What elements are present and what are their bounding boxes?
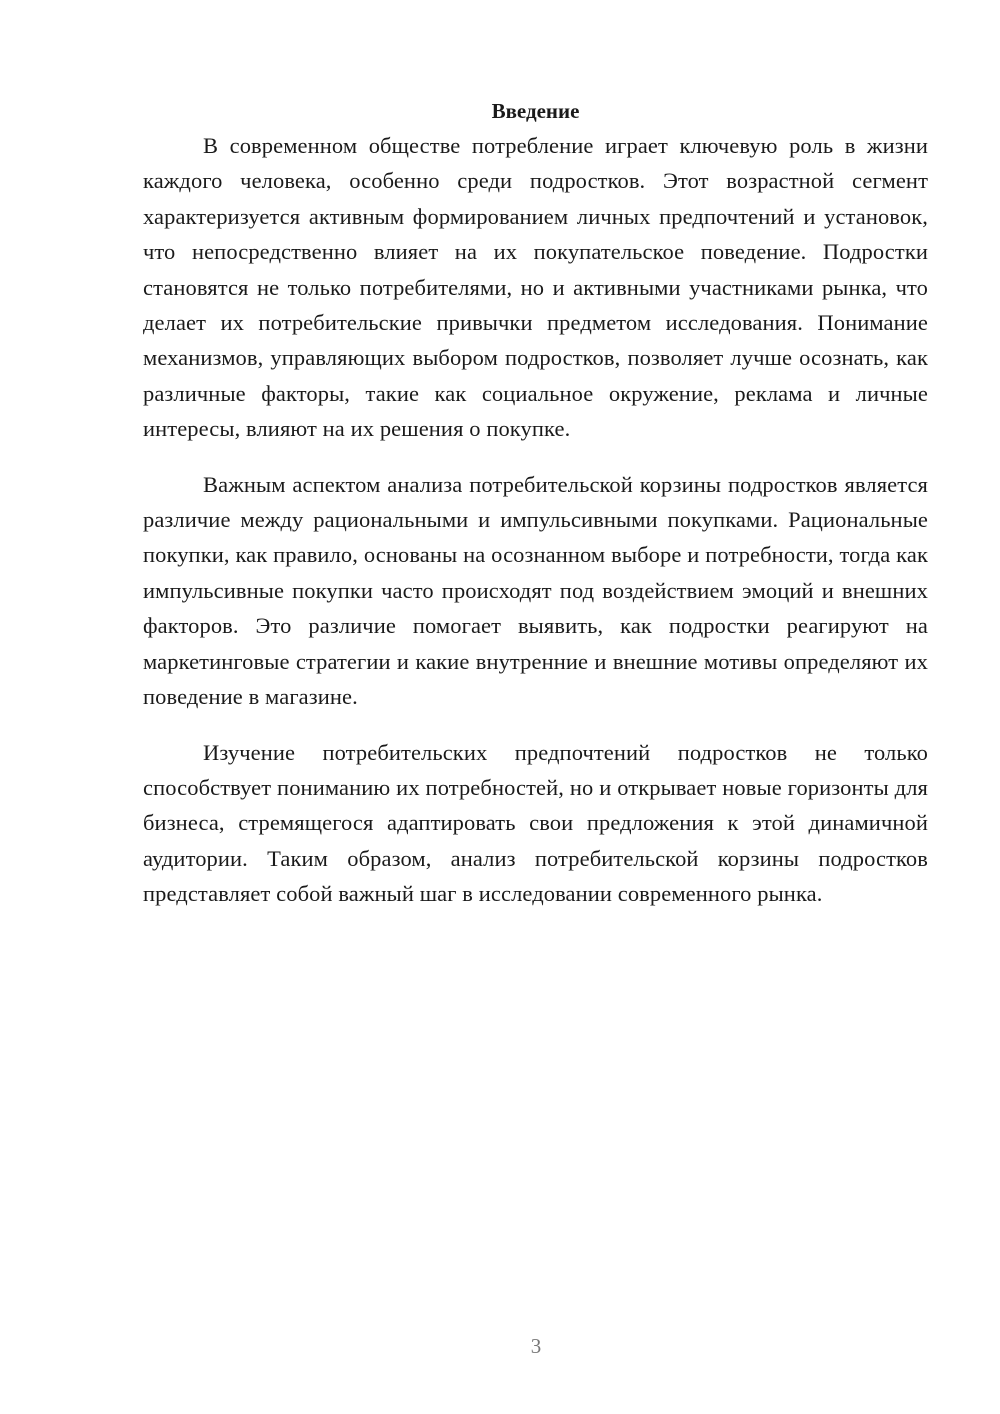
page-number: 3 bbox=[530, 1334, 542, 1358]
paragraph-2: Важным аспектом анализа потребительской корзины подростков является различие между рациональными и импульсивными покупками. Рациональные покупки, как правило, основаны на осознанном выборе и потребности, тогда как импульсивные покупки часто происходят под воздействием эмоций и внешних факторов. Это различие помогает выявить, как подростки реагируют на маркетинговые стратегии и какие внутренние и внешние мотивы определяют их поведение в магазине. bbox=[143, 471, 928, 710]
paragraph-1: В современном обществе потребление играет ключевую роль в жизни каждого человека, особенно среди подростков. Этот возрастной сегмент характеризуется активным формированием личных предпочтений и установок, что непосредственно влияет на их покупательское поведение. Подростки становятся не только потребителями, но и активными участниками рынка, что делает их потребительские привычки предметом исследования. Понимание механизмов, управляющих выбором подростков, позволяет лучше осознать, как различные факторы, такие как социальное окружение, реклама и личные интересы, влияют на их решения о покупке. bbox=[143, 133, 928, 442]
page-content bbox=[143, 96, 928, 932]
paragraph-3: Изучение потребительских предпочтений подростков не только способствует пониманию их потребностей, но и открывает новые горизонты для бизнеса, стремящегося адаптировать свои предложения к этой динамичной аудитории. Таким образом, анализ потребительской корзины подростков представляет собой важный шаг в исследовании современного рынка. bbox=[143, 739, 928, 907]
section-title: Введение bbox=[491, 99, 580, 123]
